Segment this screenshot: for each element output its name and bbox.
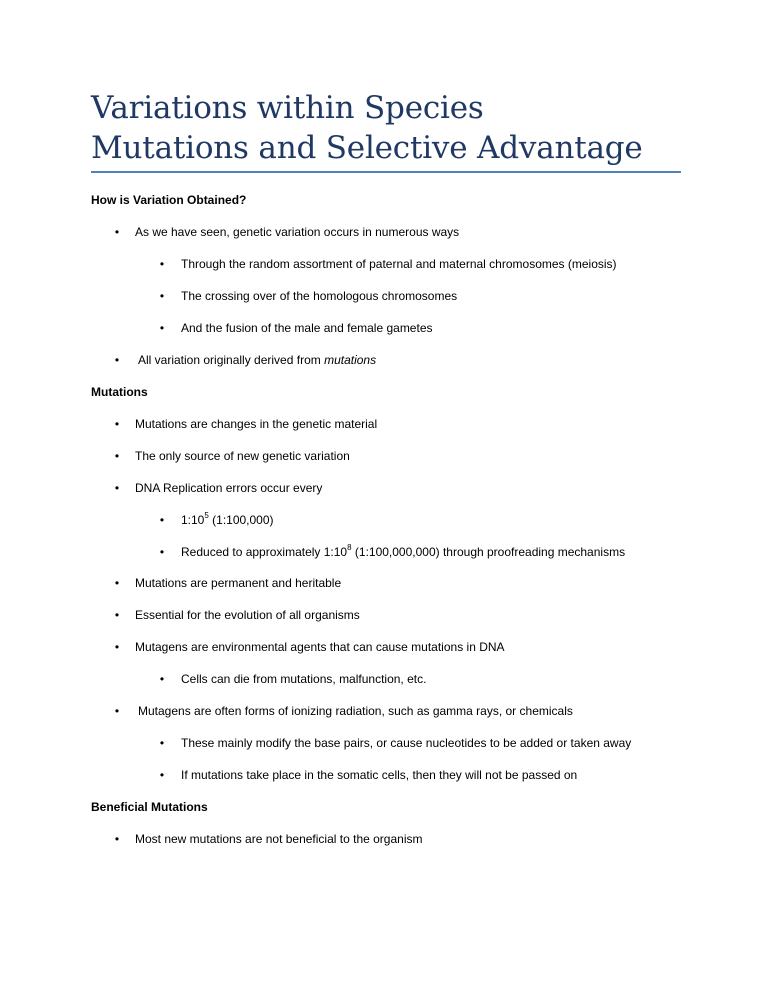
title-line-1: Variations within Species xyxy=(91,90,484,126)
bullet-marker: • xyxy=(114,832,120,846)
bullet-marker: • xyxy=(114,417,120,431)
list-item: Cells can die from mutations, malfunction, etc. xyxy=(181,672,427,686)
bullet-marker: • xyxy=(114,225,120,239)
list-item: Mutations are permanent and heritable xyxy=(135,576,342,590)
list-item: Mutagens are environmental agents that can cause mutations in DNA xyxy=(135,640,505,654)
list-item xyxy=(138,352,376,368)
bullet-marker: • xyxy=(114,576,120,590)
rate-base: Reduced to approximately 1:10 xyxy=(181,545,348,559)
bullet-marker: • xyxy=(159,289,165,303)
rate-exponent: 8 xyxy=(347,543,352,552)
bullet-marker: • xyxy=(159,768,165,782)
list-item xyxy=(181,512,274,528)
title-line-2: Mutations and Selective Advantage xyxy=(91,130,643,166)
section-heading-beneficial: Beneficial Mutations xyxy=(91,800,208,814)
document-title xyxy=(91,88,681,168)
list-item xyxy=(181,544,625,560)
bullet-marker: • xyxy=(159,321,165,335)
list-item: Mutagens are often forms of ionizing radiation, such as gamma rays, or chemicals xyxy=(138,704,573,718)
list-item: If mutations take place in the somatic cells, then they will not be passed on xyxy=(181,768,578,782)
rate-detail: (1:100,000,000) through proofreading mechanisms xyxy=(351,545,626,559)
rate-base: 1:10 xyxy=(181,513,205,527)
bullet-marker: • xyxy=(114,481,120,495)
list-item: These mainly modify the base pairs, or cause nucleotides to be added or taken away xyxy=(181,736,632,750)
list-item: Through the random assortment of paternal and maternal chromosomes (meiosis) xyxy=(181,257,617,271)
bullet-marker: • xyxy=(159,545,165,559)
bullet-marker: • xyxy=(114,608,120,622)
bullet-marker: • xyxy=(159,672,165,686)
list-item: The only source of new genetic variation xyxy=(135,449,350,463)
rate-detail: (1:100,000) xyxy=(208,513,274,527)
list-item: Mutations are changes in the genetic material xyxy=(135,417,378,431)
rate-exponent: 5 xyxy=(204,511,209,520)
bullet-marker: • xyxy=(159,736,165,750)
bullet-marker: • xyxy=(114,353,120,367)
list-item: DNA Replication errors occur every xyxy=(135,481,323,495)
list-item: And the fusion of the male and female gametes xyxy=(181,321,433,335)
bullet-marker: • xyxy=(159,513,165,527)
bullet-marker: • xyxy=(114,449,120,463)
bullet-marker: • xyxy=(114,640,120,654)
title-underline xyxy=(91,171,681,173)
section-heading-variation: How is Variation Obtained? xyxy=(91,193,247,207)
list-item-text: All variation originally derived from xyxy=(138,353,325,367)
bullet-marker: • xyxy=(114,704,120,718)
list-item: As we have seen, genetic variation occurs in numerous ways xyxy=(135,225,460,239)
emphasis-mutations: mutations xyxy=(324,353,377,367)
list-item: Most new mutations are not beneficial to the organism xyxy=(135,832,423,846)
section-heading-mutations: Mutations xyxy=(91,385,148,399)
list-item: The crossing over of the homologous chromosomes xyxy=(181,289,458,303)
list-item: Essential for the evolution of all organisms xyxy=(135,608,360,622)
bullet-marker: • xyxy=(159,257,165,271)
